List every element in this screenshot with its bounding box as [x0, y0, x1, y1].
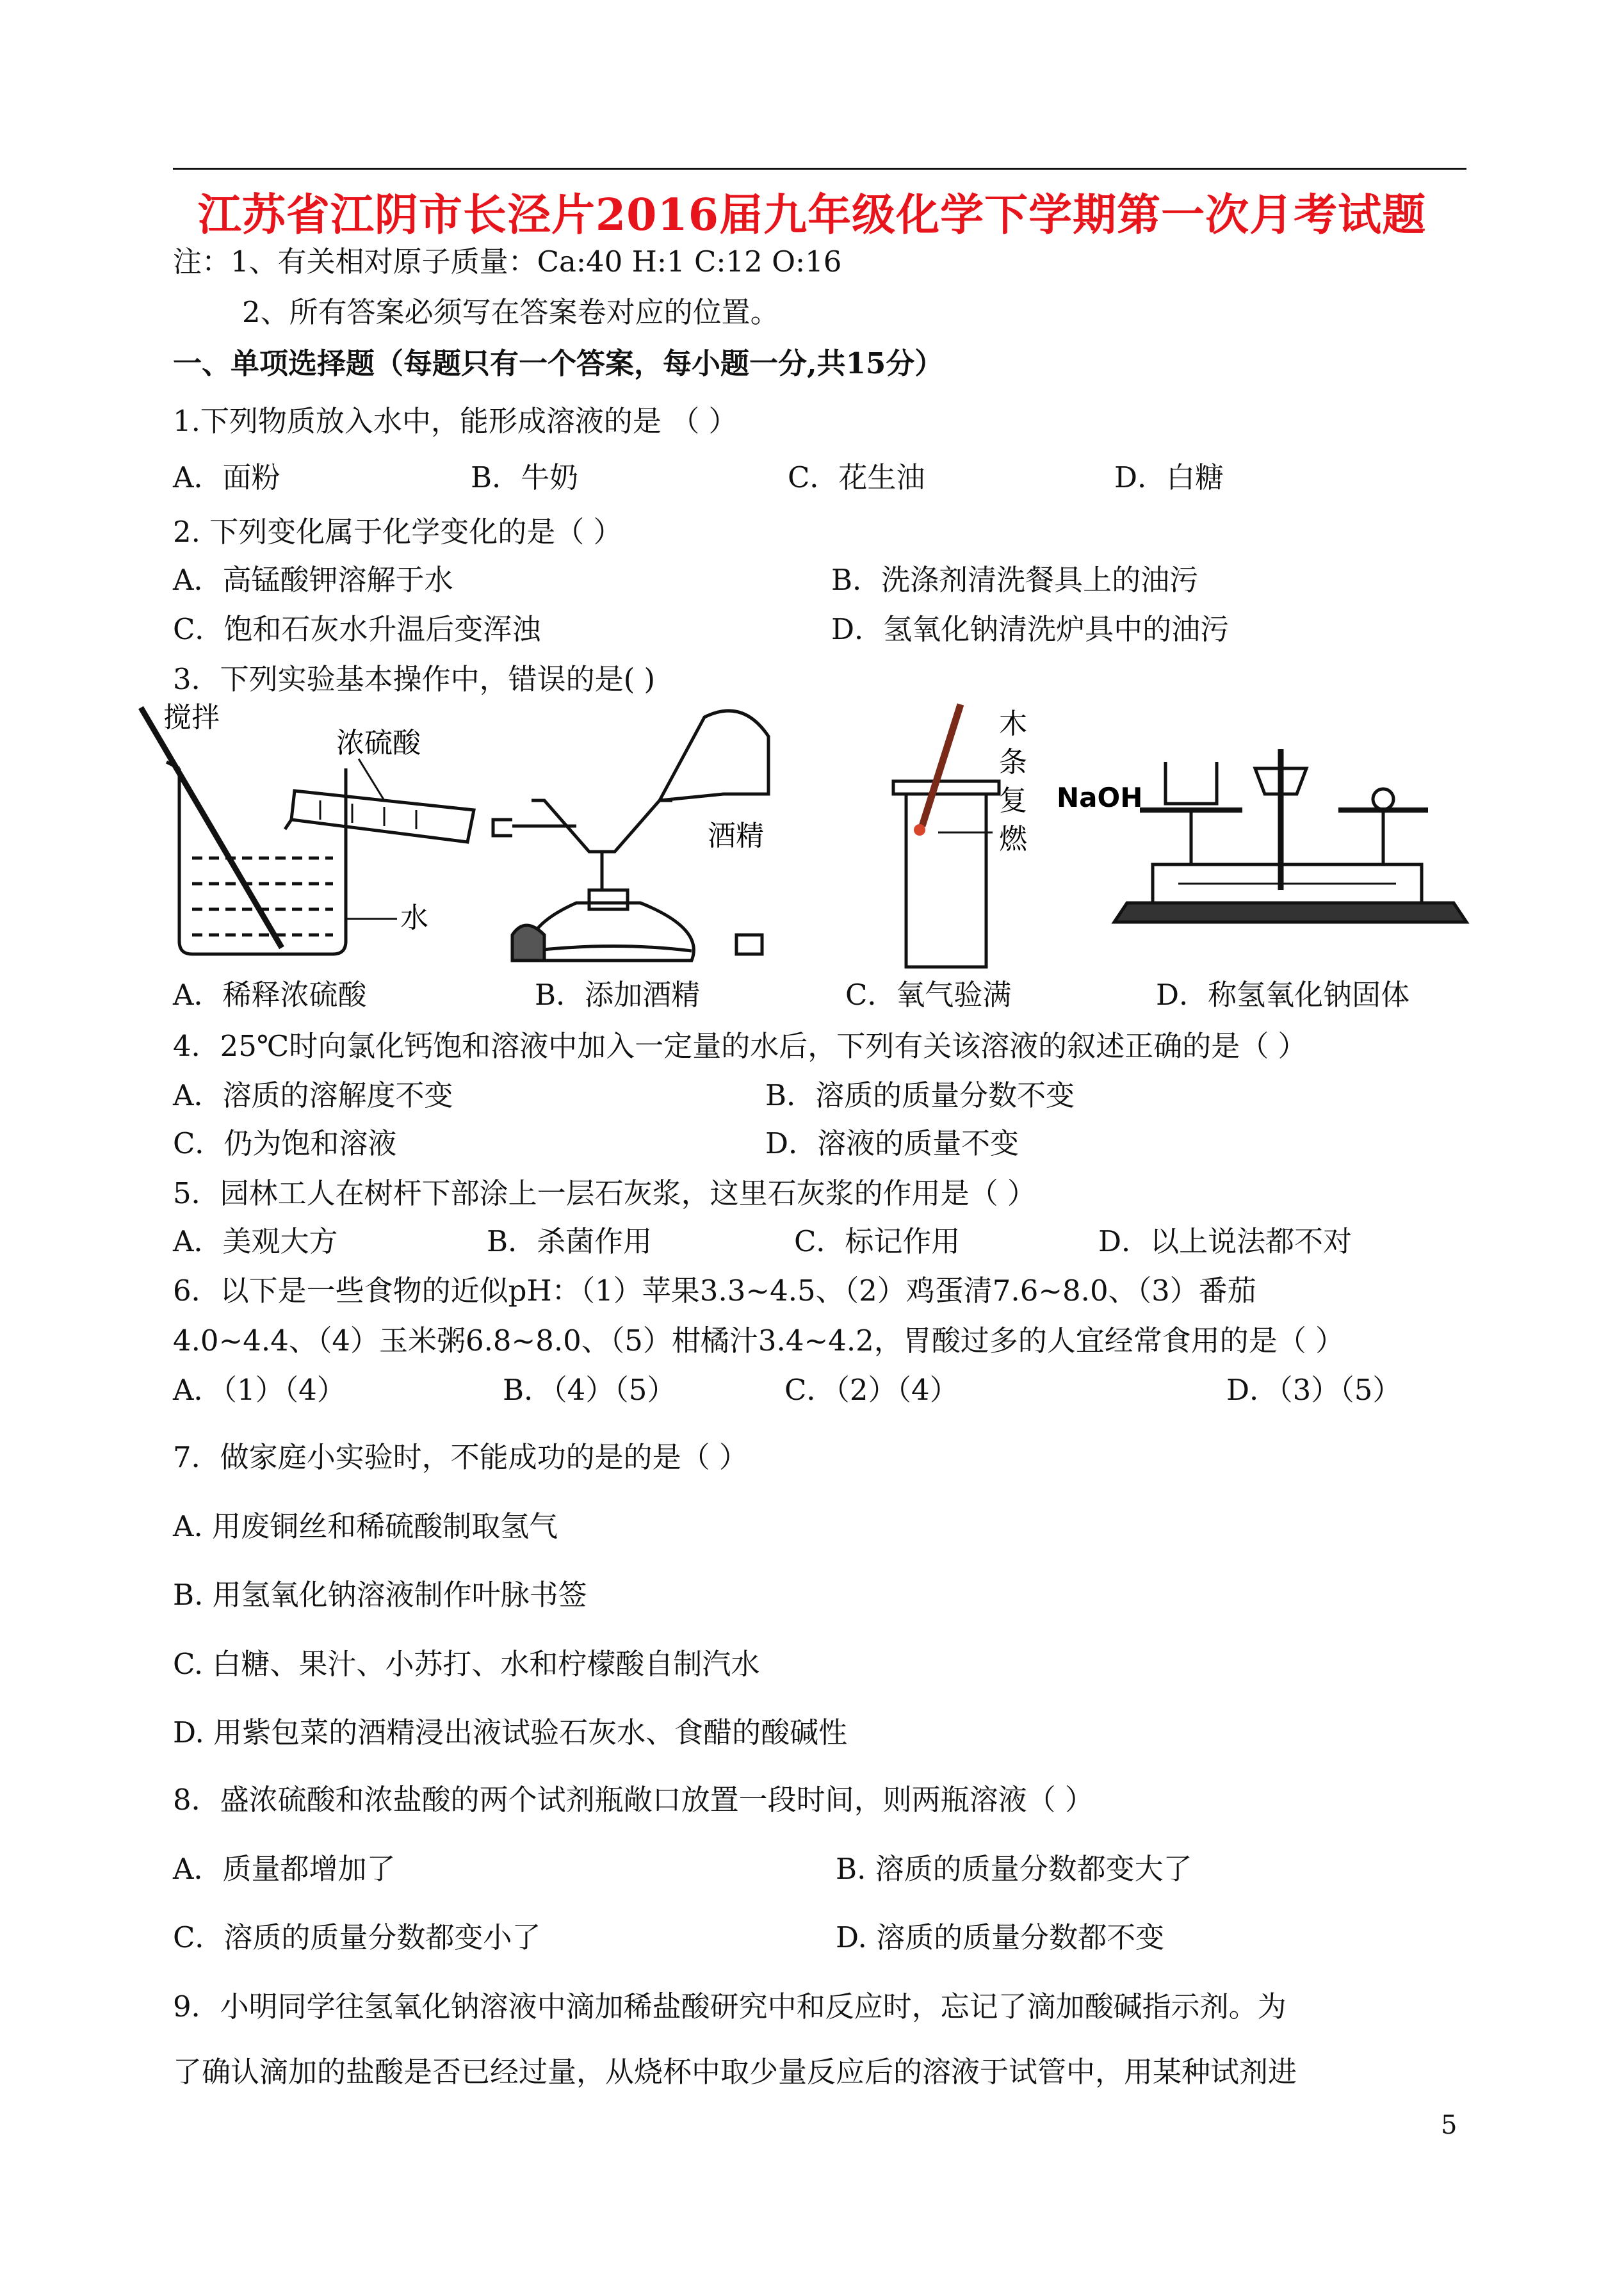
q4-stem: 4．25℃时向氯化钙饱和溶液中加入一定量的水后，下列有关该溶液的叙述正确的是（ ）	[173, 1029, 1307, 1063]
gas-jar	[906, 794, 986, 967]
label-acid: 浓硫酸	[336, 727, 421, 759]
q6-stem-line-1: 6．以下是一些食物的近似pH：（1）苹果3.3~4.5、（2）鸡蛋清7.6~8.0、（3）番茄	[173, 1274, 1256, 1308]
q2-option-c: C．饱和石灰水升温后变浑浊	[173, 612, 541, 646]
q1-stem: 1.下列物质放入水中，能形成溶液的是 （ ）	[173, 404, 738, 438]
q2-option-d: D．氢氧化钠清洗炉具中的油污	[831, 612, 1230, 646]
q3-figure	[128, 698, 1479, 973]
beaker-a	[179, 768, 346, 954]
q5-option-b: B．杀菌作用	[487, 1224, 653, 1258]
q3-option-b: B．添加酒精	[535, 978, 701, 1012]
panel-c-oxygen-test	[893, 704, 999, 967]
q1-option-b: B．牛奶	[471, 460, 579, 494]
q1-option-d: D．白糖	[1114, 460, 1224, 494]
label-stir: 搅拌	[163, 701, 220, 734]
q3-stem: 3．下列实验基本操作中，错误的是( )	[173, 662, 656, 696]
q5-option-d: D．以上说法都不对	[1098, 1224, 1352, 1258]
weighing-beaker	[1165, 762, 1217, 804]
header-rule	[173, 168, 1466, 170]
small-cap	[736, 935, 762, 954]
splint-flame	[914, 824, 925, 836]
q6-option-c: C．（2）（4）	[784, 1373, 959, 1407]
q7-option-a: A. 用废铜丝和稀硫酸制取氢气	[173, 1509, 558, 1543]
q7-option-d: D. 用紫包菜的酒精浸出液试验石灰水、食醋的酸碱性	[173, 1715, 848, 1749]
q4-option-a: A．溶质的溶解度不变	[173, 1078, 453, 1112]
note-1: 注：1、有关相对原子质量：Ca:40 H:1 C:12 O:16	[173, 245, 842, 279]
q5-option-a: A．美观大方	[173, 1224, 338, 1258]
q3-option-c: C．氧气验满	[845, 978, 1012, 1012]
q2-stem: 2. 下列变化属于化学变化的是（ ）	[173, 515, 622, 549]
balance-base	[1114, 903, 1466, 922]
label-alcohol: 酒精	[708, 820, 764, 852]
stirring-rod	[141, 708, 282, 948]
page-title: 江苏省江阴市长泾片2016届九年级化学下学期第一次月考试题	[197, 190, 1427, 241]
q8-stem: 8．盛浓硫酸和浓盐酸的两个试剂瓶敞口放置一段时间，则两瓶溶液（ ）	[173, 1783, 1094, 1817]
q1-option-a: A．面粉	[173, 460, 280, 494]
alcohol-bottle	[660, 711, 768, 800]
label-wood-4: 燃	[999, 823, 1027, 856]
q3-option-d: D．称氢氧化钠固体	[1156, 978, 1410, 1012]
wooden-splint	[922, 704, 961, 826]
lab-operations-illustration	[128, 698, 1479, 973]
q9-line-1: 9．小明同学往氢氧化钠溶液中滴加稀盐酸研究中和反应时，忘记了滴加酸碱指示剂。为	[173, 1990, 1287, 2023]
q7-option-b: B. 用氢氧化钠溶液制作叶脉书签	[173, 1578, 587, 1612]
q7-option-c: C. 白糖、果汁、小苏打、水和柠檬酸自制汽水	[173, 1647, 760, 1681]
q8-option-a: A．质量都增加了	[173, 1852, 396, 1886]
label-water: 水	[400, 902, 428, 934]
q6-stem-line-2: 4.0~4.4、（4）玉米粥6.8~8.0、（5）柑橘汁3.4~4.2，胃酸过多的人宜经常食用的是（ ）	[173, 1324, 1345, 1358]
q2-option-a: A．高锰酸钾溶解于水	[173, 563, 453, 597]
q6-option-a: A．（1）（4）	[173, 1373, 346, 1407]
q8-option-c: C．溶质的质量分数都变小了	[173, 1920, 541, 1954]
alcohol-lamp	[529, 903, 694, 961]
page-number: 5	[1441, 2111, 1458, 2140]
q1-option-c: C．花生油	[788, 460, 925, 494]
q6-option-b: B．（4）（5）	[503, 1373, 676, 1407]
q4-option-c: C．仍为饱和溶液	[173, 1126, 397, 1160]
q4-option-b: B．溶质的质量分数不变	[765, 1078, 1075, 1112]
label-wood-3: 复	[999, 784, 1027, 817]
label-naoh: NaOH	[1057, 782, 1143, 813]
q5-option-c: C．标记作用	[794, 1224, 961, 1258]
q5-stem: 5．园林工人在树杆下部涂上一层石灰浆，这里石灰浆的作用是（ ）	[173, 1176, 1036, 1210]
q9-line-2: 了确认滴加的盐酸是否已经过量，从烧杯中取少量反应后的溶液于试管中，用某种试剂进	[173, 2055, 1297, 2089]
q4-option-d: D．溶液的质量不变	[765, 1126, 1019, 1160]
panel-d-balance	[1114, 749, 1466, 922]
q3-option-a: A．稀释浓硫酸	[173, 978, 367, 1012]
q7-stem: 7．做家庭小实验时，不能成功的是的是（ ）	[173, 1440, 748, 1474]
q2-option-b: B．洗涤剂清洗餐具上的油污	[831, 563, 1199, 597]
lamp-cap	[512, 925, 544, 961]
section-heading: 一、单项选择题（每题只有一个答案，每小题一分,共15分）	[173, 346, 944, 380]
note-2: 2、所有答案必须写在答案卷对应的位置。	[242, 295, 779, 329]
label-wood-1: 木	[999, 708, 1027, 740]
q6-option-d: D．（3）（5）	[1226, 1373, 1402, 1407]
q8-option-d: D. 溶质的质量分数都不变	[836, 1920, 1165, 1954]
q8-option-b: B. 溶质的质量分数都变大了	[836, 1852, 1192, 1886]
label-wood-2: 条	[999, 746, 1027, 779]
